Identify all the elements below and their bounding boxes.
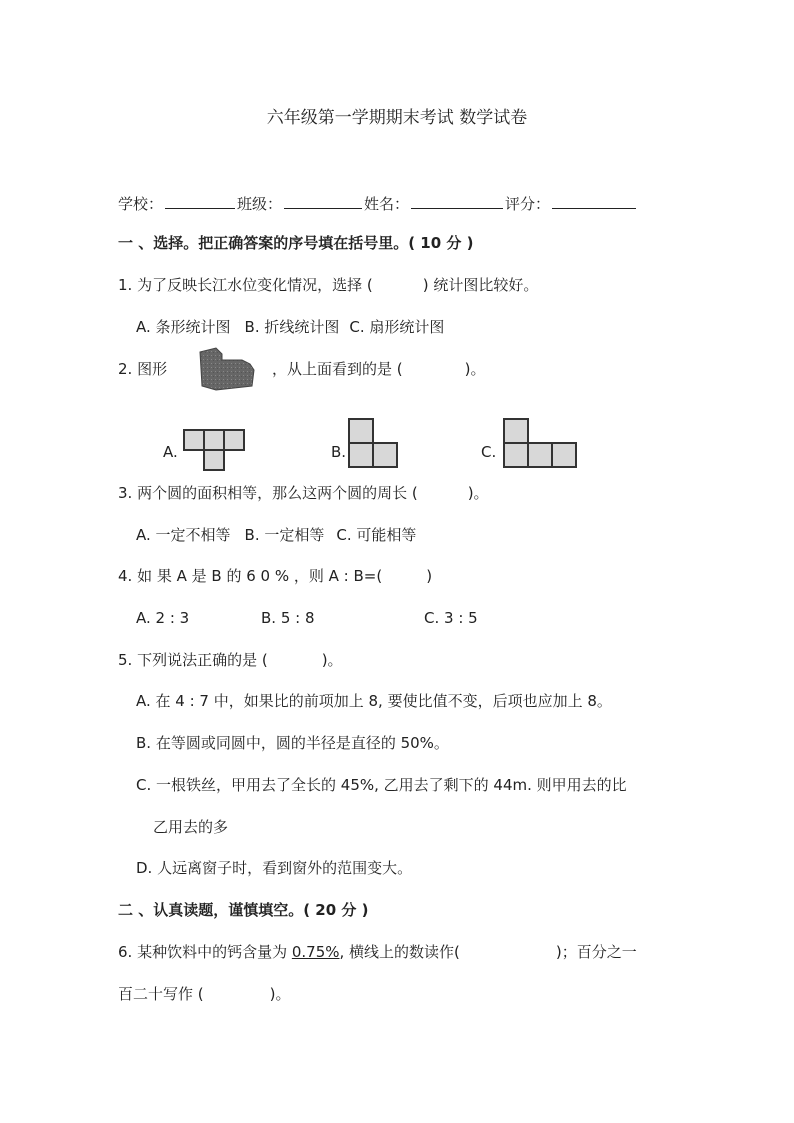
q1-option-a[interactable]: A. 条形统计图 bbox=[136, 318, 231, 336]
q5-option-c[interactable]: C. 一根铁丝，甲用去了全长的 45%, 乙用去了剩下的 44m. 则甲用去的比 bbox=[136, 776, 627, 794]
q2-suffix2: )。 bbox=[464, 360, 486, 378]
q5-option-c-continued: 乙用去的多 bbox=[153, 818, 229, 836]
q1-stem bbox=[118, 275, 538, 295]
q6-line2b: )。 bbox=[269, 985, 291, 1003]
q3-option-b[interactable]: B. 一定相等 bbox=[244, 526, 325, 544]
class-blank[interactable] bbox=[284, 192, 362, 209]
q2-suffix: ，从上面看到的是 ( bbox=[272, 360, 403, 378]
q5-option-d[interactable]: D. 人远离窗子时，看到窗外的范围变大。 bbox=[136, 859, 413, 877]
q2-option-a-figure[interactable] bbox=[183, 429, 247, 471]
q3-options bbox=[136, 525, 416, 545]
q6-stem-line2 bbox=[118, 984, 290, 1004]
q1-option-b[interactable]: B. 折线统计图 bbox=[244, 318, 340, 336]
class-label: 班级： bbox=[237, 195, 283, 213]
name-blank[interactable] bbox=[411, 192, 503, 209]
q6-mid: , 横线上的数读作( bbox=[339, 943, 460, 961]
q2-option-c-label[interactable]: C. bbox=[481, 443, 497, 461]
q2-option-a-label[interactable]: A. bbox=[163, 443, 178, 461]
q1-prefix: 1. 为了反映长江水位变化情况，选择 ( bbox=[118, 276, 373, 294]
q4-suffix: ) bbox=[426, 567, 433, 585]
school-blank[interactable] bbox=[165, 192, 235, 209]
q6-mid2: )；百分之一 bbox=[555, 943, 637, 961]
q4-option-c[interactable]: C. 3 : 5 bbox=[424, 609, 478, 627]
q1-suffix: ) 统计图比较好。 bbox=[422, 276, 539, 294]
header-fields bbox=[118, 192, 638, 214]
school-label: 学校： bbox=[118, 195, 164, 213]
q3-stem bbox=[118, 483, 489, 503]
score-blank[interactable] bbox=[552, 192, 636, 209]
q5-suffix: )。 bbox=[321, 651, 343, 669]
q6-line2a: 百二十写作 ( bbox=[118, 985, 204, 1003]
section1-heading: 一 、选择。把正确答案的序号填在括号里。( 10 分 ) bbox=[118, 234, 474, 252]
q6-stem bbox=[118, 942, 637, 962]
q1-options bbox=[136, 317, 444, 337]
q2-option-b-figure[interactable] bbox=[348, 418, 400, 470]
page-title: 六年级第一学期期末考试 数学试卷 bbox=[266, 108, 528, 128]
q3-prefix: 3. 两个圆的面积相等，那么这两个圆的周长 ( bbox=[118, 484, 418, 502]
q3-option-a[interactable]: A. 一定不相等 bbox=[136, 526, 231, 544]
q5-option-a[interactable]: A. 在 4 : 7 中，如果比的前项加上 8, 要使比值不变，后项也应加上 8。 bbox=[136, 692, 612, 710]
q5-option-b[interactable]: B. 在等圆或同圆中，圆的半径是直径的 50%。 bbox=[136, 734, 449, 752]
q5-prefix: 5. 下列说法正确的是 ( bbox=[118, 651, 268, 669]
q4-stem bbox=[118, 566, 432, 586]
name-label: 姓名： bbox=[364, 195, 410, 213]
q4-option-b[interactable]: B. 5 : 8 bbox=[261, 609, 315, 627]
q4-prefix: 4. 如 果 A 是 B 的 6 0 % ，则 A : B=( bbox=[118, 567, 383, 585]
q6-prefix: 6. 某种饮料中的钙含量为 bbox=[118, 943, 292, 961]
q3-suffix: )。 bbox=[467, 484, 489, 502]
q2-solid-figure bbox=[198, 346, 258, 392]
q2-stem-suffix bbox=[272, 359, 485, 379]
q3-option-c[interactable]: C. 可能相等 bbox=[336, 526, 417, 544]
q1-option-c[interactable]: C. 扇形统计图 bbox=[349, 318, 445, 336]
score-label: 评分： bbox=[505, 195, 551, 213]
q2-option-c-figure[interactable] bbox=[503, 418, 579, 470]
q4-option-a[interactable]: A. 2 : 3 bbox=[136, 609, 190, 627]
q2-stem-prefix: 2. 图形 bbox=[118, 360, 168, 378]
section2-heading: 二 、认真读题，谨慎填空。( 20 分 ) bbox=[118, 901, 369, 919]
q5-stem bbox=[118, 650, 343, 670]
q2-option-b-label[interactable]: B. bbox=[331, 443, 347, 461]
q6-underlined-value: 0.75% bbox=[291, 943, 340, 961]
